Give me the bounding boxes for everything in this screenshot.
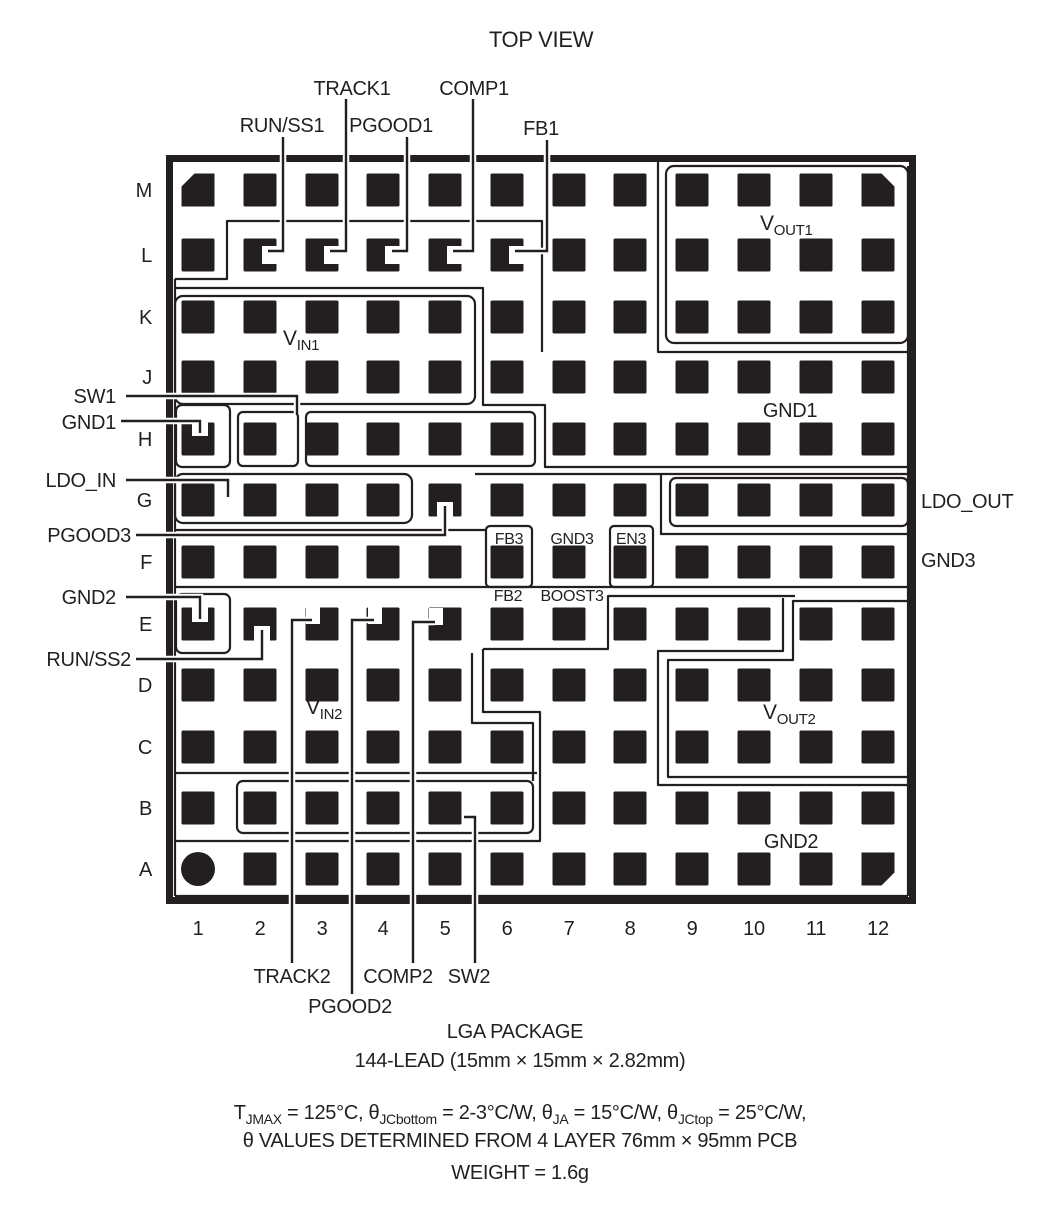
pad-A8 [614,853,647,886]
thermal-note-1 [234,1102,807,1127]
pad-H5 [429,423,462,456]
pad-M4 [367,174,400,207]
pad-L10 [738,239,771,272]
pad-H4 [367,423,400,456]
col-label-7: 7 [563,918,575,940]
pad-D7 [553,669,586,702]
pad-M12 [862,174,895,207]
pin-label-gnd2-left-text: GND2 [61,587,116,609]
pad-B4 [367,792,400,825]
pad-L12 [862,239,895,272]
pin-label-run-ss1-text: RUN/SS1 [239,115,325,137]
pad-F1 [182,546,215,579]
region-label-vout2-sub: OUT2 [776,711,816,728]
pad-D9 [676,669,709,702]
pad-K9 [676,301,709,334]
pad-M7 [553,174,586,207]
region-label-vin1-sub: IN1 [296,337,320,354]
pad-A3 [306,853,339,886]
row-label-L: L [141,245,152,267]
col-label-2: 2 [254,918,266,940]
pad-F7 [553,546,586,579]
pin-label-gnd3-right [921,550,976,572]
pad-E8 [614,608,647,641]
pad-B10 [738,792,771,825]
row-label-B: B [138,798,152,820]
col-label-6: 6 [501,918,513,940]
pad-H6 [491,423,524,456]
pad-D11 [800,669,833,702]
pin-label-run-ss2 [46,649,131,671]
region-label-gnd2-br [764,831,819,853]
pad-C7 [553,731,586,764]
pin-label-sw2-text: SW2 [447,966,491,988]
pin-label-pgood2-text: PGOOD2 [308,996,392,1018]
pad-J7 [553,361,586,394]
pad-A9 [676,853,709,886]
pad-C1 [182,731,215,764]
pad-A7 [553,853,586,886]
pin-label-fb3 [495,531,524,548]
pad-D8 [614,669,647,702]
pad-M8 [614,174,647,207]
col-label-9: 9 [686,918,698,940]
pad-K12 [862,301,895,334]
pad-J4 [367,361,400,394]
pin-label-sw1 [74,386,117,408]
thermal-note-1-text: = 15°C/W, θ [568,1102,678,1124]
pad-F9 [676,546,709,579]
pad-F12 [862,546,895,579]
pad-J9 [676,361,709,394]
pad-A11 [800,853,833,886]
pin-label-ldo-out-text: LDO_OUT [921,491,1014,513]
pad-K2 [244,301,277,334]
region-label-vout1-sub: OUT1 [773,222,813,239]
pad-B5 [429,792,462,825]
pad-B12 [862,792,895,825]
pad-F8 [614,546,647,579]
pin-label-fb1 [523,118,559,140]
pad-J5 [429,361,462,394]
l-row-step-line [175,221,542,352]
pad-J12 [862,361,895,394]
pad-B11 [800,792,833,825]
pin-label-ldo-out [921,491,1013,513]
pad-J10 [738,361,771,394]
pad-M10 [738,174,771,207]
region-label-vin2-sub: IN2 [319,706,343,723]
region-label-vin2-text: V [306,696,320,719]
pad-D4 [367,669,400,702]
pin-label-pgood3 [47,525,131,547]
pin-label-pgood3-text: PGOOD3 [47,525,131,547]
pad-A4 [367,853,400,886]
pad-K11 [800,301,833,334]
pad-K4 [367,301,400,334]
pad-A2 [244,853,277,886]
pad-B3 [306,792,339,825]
thermal-note-3-text: WEIGHT = 1.6g [451,1162,589,1184]
pad-G2 [244,484,277,517]
pad-B8 [614,792,647,825]
pad-M1 [182,174,215,207]
thermal-note-1-sub: JCtop [677,1111,713,1127]
pad-A12 [862,853,895,886]
pin-label-comp1 [439,78,509,100]
pad-F10 [738,546,771,579]
pad-E6 [491,608,524,641]
pad-G10 [738,484,771,517]
pad-C5 [429,731,462,764]
pad-D6 [491,669,524,702]
pad-K3 [306,301,339,334]
pin-label-gnd3-center-text: GND3 [550,531,594,548]
pin-label-comp1-text: COMP1 [439,78,509,100]
region-label-vout2 [763,701,816,728]
pad-F11 [800,546,833,579]
thermal-note-1-text: = 125°C, θ [281,1102,380,1124]
pad-G4 [367,484,400,517]
pad-G8 [614,484,647,517]
pad-K1 [182,301,215,334]
pad-K5 [429,301,462,334]
pin-label-comp2-text: COMP2 [363,966,433,988]
pad-J8 [614,361,647,394]
pin-label-fb3-text: FB3 [494,531,524,548]
pin-label-track1-text: TRACK1 [313,78,391,100]
pin-label-fb1-text: FB1 [523,118,559,140]
pad-H10 [738,423,771,456]
pad-D1 [182,669,215,702]
pin-label-pgood2 [308,996,392,1018]
col-label-3: 3 [316,918,328,940]
pad-K6 [491,301,524,334]
row-label-F: F [140,552,152,574]
pad-F3 [306,546,339,579]
thermal-note-1-sub: JMAX [245,1111,282,1127]
row-label-E: E [138,614,152,636]
leader-sw2-casing [464,817,475,963]
region-label-gnd1-text: GND1 [762,400,818,422]
row-label-M: M [135,180,152,202]
pin-label-gnd3-right-text: GND3 [921,550,976,572]
pin-label-gnd2-left [62,587,117,609]
package-dims [355,1050,686,1072]
row-label-J: J [142,367,152,389]
thermal-note-2 [243,1130,797,1152]
pad-E10 [738,608,771,641]
pin-label-track2 [253,966,330,988]
pad-D2 [244,669,277,702]
pad-C4 [367,731,400,764]
col-label-4: 4 [377,918,389,940]
pin-label-sw2 [448,966,491,988]
pin-label-gnd3-center [550,531,594,548]
pad-C6 [491,731,524,764]
region-label-gnd1 [763,400,818,422]
pin-label-boost3 [540,588,604,605]
pad-K10 [738,301,771,334]
pad-C11 [800,731,833,764]
pad-J11 [800,361,833,394]
pad-F4 [367,546,400,579]
pad-D10 [738,669,771,702]
pad-B6 [491,792,524,825]
pin-label-gnd1-left [62,412,117,434]
pin-label-pgood1 [349,115,433,137]
pin-label-sw1-text: SW1 [73,386,116,408]
pad-C9 [676,731,709,764]
pad-E11 [800,608,833,641]
package-dims-text: 144-LEAD (15mm × 15mm × 2.82mm) [354,1050,686,1072]
region-label-vin1-text: V [283,327,297,350]
pin-label-run-ss1 [240,115,325,137]
thermal-note-1-text: = 25°C/W, [712,1102,807,1124]
pad-G6 [491,484,524,517]
title-top-view [489,27,594,52]
pad-G12 [862,484,895,517]
pad-F5 [429,546,462,579]
row-label-G: G [136,490,152,512]
region-label-vout2-text: V [763,701,777,724]
b-a-boundary-line [175,649,540,841]
pad-M9 [676,174,709,207]
pad-C12 [862,731,895,764]
pad-A10 [738,853,771,886]
pad-C2 [244,731,277,764]
pin-label-en3-text: EN3 [615,531,647,548]
pad-M6 [491,174,524,207]
pad-B2 [244,792,277,825]
pad-G3 [306,484,339,517]
pad-C8 [614,731,647,764]
pad-B1 [182,792,215,825]
pad-H2 [244,423,277,456]
pad-H3 [306,423,339,456]
pin-label-gnd1-left-text: GND1 [61,412,116,434]
pin-label-en3 [616,531,647,548]
pad-H12 [862,423,895,456]
pad-A1 [181,852,215,886]
pad-L1 [182,239,215,272]
pad-A5 [429,853,462,886]
row-label-H: H [137,429,152,451]
package-name-text: LGA PACKAGE [446,1021,584,1043]
col-label-5: 5 [439,918,451,940]
pad-G1 [182,484,215,517]
pin-label-fb2-text: FB2 [493,588,523,605]
pad-J2 [244,361,277,394]
row-label-K: K [138,307,152,329]
pad-M5 [429,174,462,207]
pad-L9 [676,239,709,272]
pad-E12 [862,608,895,641]
pad-J3 [306,361,339,394]
pad-J1 [182,361,215,394]
region-label-vout1-text: V [760,212,774,235]
pad-D12 [862,669,895,702]
pad-C3 [306,731,339,764]
pad-M11 [800,174,833,207]
thermal-note-1-text: = 2-3°C/W, θ [436,1102,553,1124]
pad-K8 [614,301,647,334]
pad-E9 [676,608,709,641]
pad-C10 [738,731,771,764]
thermal-note-1-sub: JCbottom [379,1111,437,1127]
pin-label-run-ss2-text: RUN/SS2 [46,649,131,671]
pad-M3 [306,174,339,207]
row-label-A: A [138,859,152,881]
pad-H11 [800,423,833,456]
row-label-D: D [137,675,152,697]
pad-H8 [614,423,647,456]
package-name [447,1021,583,1043]
pin-label-comp2 [363,966,433,988]
title-top-view-text: TOP VIEW [488,27,594,52]
pin-label-track2-text: TRACK2 [253,966,331,988]
pin-label-track1 [313,78,390,100]
thermal-note-3 [451,1162,588,1184]
pad-H9 [676,423,709,456]
pad-F2 [244,546,277,579]
pin-label-boost3-text: BOOST3 [540,588,604,605]
pin-label-pgood1-text: PGOOD1 [349,115,433,137]
pad-G9 [676,484,709,517]
thermal-note-1-text: T [233,1102,246,1124]
col-label-12: 12 [867,918,889,940]
pad-A6 [491,853,524,886]
col-label-11: 11 [805,918,827,940]
pad-H7 [553,423,586,456]
pin-label-fb2 [494,588,523,605]
region-label-vout1 [760,212,813,239]
pad-K7 [553,301,586,334]
pad-G7 [553,484,586,517]
pad-G11 [800,484,833,517]
pad-F6 [491,546,524,579]
pin-label-ldo-in [46,470,116,492]
pad-D5 [429,669,462,702]
pad-L11 [800,239,833,272]
pin-label-ldo-in-text: LDO_IN [45,470,116,492]
pad-B9 [676,792,709,825]
col-label-10: 10 [743,918,765,940]
pad-M2 [244,174,277,207]
pad-J6 [491,361,524,394]
pad-L7 [553,239,586,272]
col-label-8: 8 [624,918,636,940]
thermal-note-2-text: θ VALUES DETERMINED FROM 4 LAYER 76mm × 95mm PCB [242,1130,798,1152]
pad-L8 [614,239,647,272]
pad-B7 [553,792,586,825]
thermal-note-1-sub: JA [552,1111,569,1127]
pad-E7 [553,608,586,641]
region-label-gnd2-br-text: GND2 [763,831,819,853]
row-label-C: C [137,737,152,759]
col-label-1: 1 [192,918,204,940]
